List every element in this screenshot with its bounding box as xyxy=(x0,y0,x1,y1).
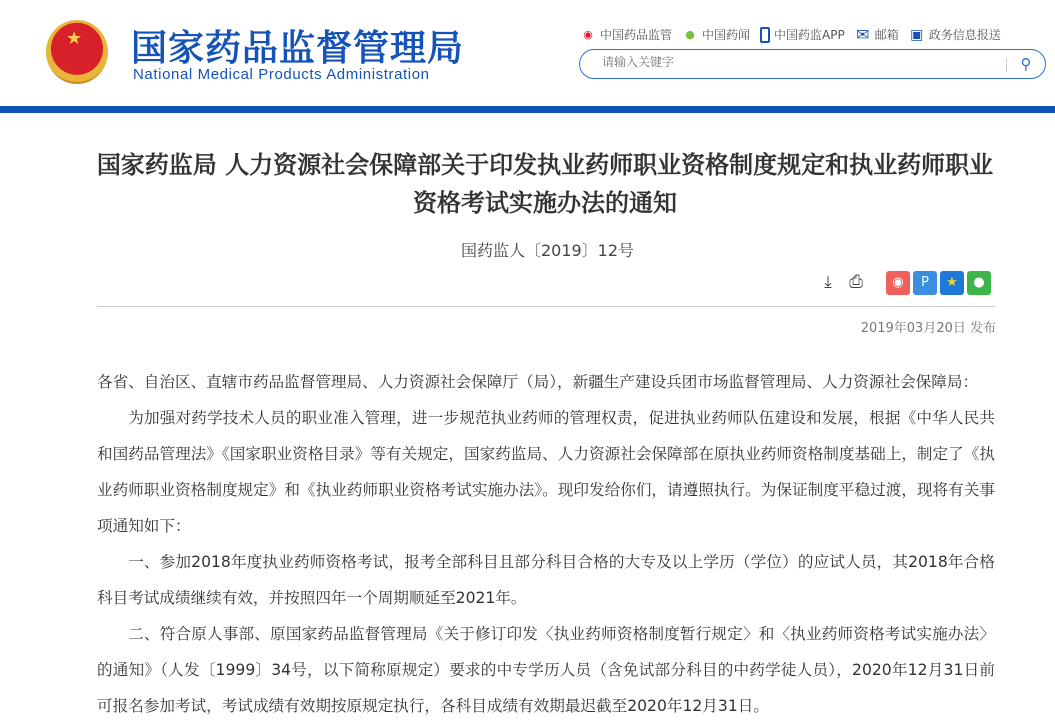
mail-icon: ✉ xyxy=(856,24,870,44)
download-icon[interactable]: ⤓ xyxy=(824,272,832,292)
paragraph: 一、参加2018年度执业药师资格考试，报考全部科目且部分科目合格的大专及以上学历（学位）的应试人员，其2018年合格科目考试成绩继续有效，并按照四年一个周期顺延至2021年。 xyxy=(97,553,995,607)
article-title: 国家药监局 人力资源社会保障部关于印发执业药师职业资格制度规定和执业药师职业资格考试实施办法的通知 xyxy=(96,151,994,217)
site-logo-cn[interactable]: 国家药品监督管理局 xyxy=(131,28,465,69)
share-wechat-icon[interactable]: ● xyxy=(967,271,991,295)
link-label: 中国药品监管 xyxy=(600,28,673,42)
link-label: 中国药闻 xyxy=(702,28,751,42)
divider xyxy=(97,306,995,307)
paragraph: 为加强对药学技术人员的职业准入管理，进一步规范执业药师的管理权责，促进执业药师队伍建设和发展，根据《中华人民共和国药品管理法》《国家职业资格目录》等有关规定，国家药监局、人力资源社会保障部在原执业药师资格制度基础上，制定了《执业药师职业资格制度规定》和《执业药师职业资格考试实施办法》。现印发给你们，请遵照执行。为保证制度平稳过渡，现将有关事项通知如下： xyxy=(97,409,995,535)
share-weibo-icon[interactable]: ◉ xyxy=(886,271,910,295)
link-label: 中国药监APP xyxy=(774,28,845,42)
share-buttons xyxy=(886,271,991,295)
paragraph: 二、符合原人事部、原国家药品监督管理局《关于修订印发〈执业药师资格制度暂行规定〉和〈执业药师资格考试实施办法〉的通知》（人发〔1999〕34号，以下简称原规定）要求的中专学历人员（含免试部分科目的中药学徒人员），2020年12月31日前可报名参加考试，考试成绩有效期按原规定执行，各科目成绩有效期最迟截至2020年12月31日。 xyxy=(97,625,995,715)
article-body xyxy=(97,364,995,724)
link-app[interactable] xyxy=(760,26,845,43)
paragraph: 各省、自治区、直辖市药品监督管理局、人力资源社会保障厅（局），新疆生产建设兵团市场监督管理局、人力资源社会保障局： xyxy=(97,373,979,391)
link-mail[interactable] xyxy=(855,26,899,43)
link-label: 政务信息报送 xyxy=(928,28,1001,42)
link-report[interactable] xyxy=(909,26,1001,43)
search-box xyxy=(579,49,1046,79)
share-qq-icon[interactable]: ★ xyxy=(940,271,964,295)
search-icon[interactable]: ⚲ xyxy=(1020,55,1032,73)
article-tools xyxy=(817,271,867,293)
mobile-icon xyxy=(760,27,770,43)
doc-number: 国药监人〔2019〕12号 xyxy=(460,241,635,260)
monitor-icon: ▣ xyxy=(910,26,924,43)
link-weibo[interactable] xyxy=(580,26,672,43)
site-header xyxy=(0,0,1055,106)
search-input[interactable] xyxy=(602,55,1002,69)
publish-date: 2019年03月20日 发布 xyxy=(860,321,996,336)
link-label: 邮箱 xyxy=(874,28,899,42)
wechat-icon: ● xyxy=(685,27,695,41)
share-qzone-icon[interactable]: P xyxy=(913,271,937,295)
top-links xyxy=(580,26,1001,43)
national-emblem-logo: ★ xyxy=(46,20,108,84)
print-icon[interactable]: ⎙ xyxy=(849,272,863,292)
weibo-icon: ◉ xyxy=(583,27,593,41)
link-wechat[interactable] xyxy=(682,26,750,43)
site-logo-en[interactable]: National Medical Products Administration xyxy=(133,66,430,83)
header-bar xyxy=(0,106,1055,113)
search-divider xyxy=(1006,58,1007,72)
